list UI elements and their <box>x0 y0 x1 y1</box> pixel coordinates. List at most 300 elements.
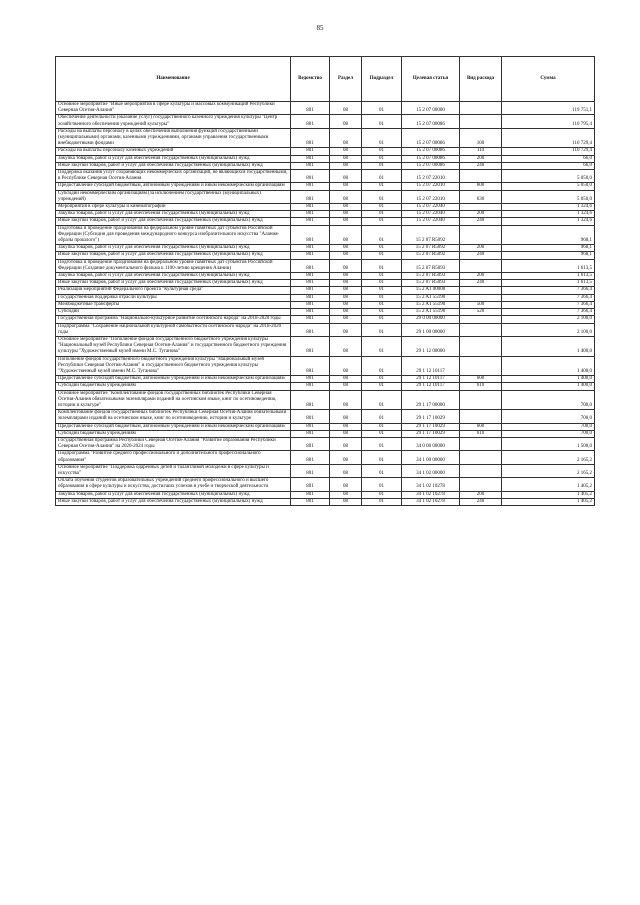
row-name: Поддержка оказания услуг сохраняющих некоммерческих организаций, не являющихся государственными, в Республике Северная Осетия-Алания <box>56 170 291 183</box>
row-vid: 600 <box>460 423 502 430</box>
row-podrazdel: 01 <box>362 294 402 301</box>
row-ved: 801 <box>291 245 330 252</box>
row-ved: 801 <box>291 225 330 245</box>
row-tsel: 29 1 12 10117 <box>402 356 460 376</box>
row-podrazdel: 01 <box>362 356 402 376</box>
table-row <box>56 155 595 162</box>
row-tsel: 34 1 00 00000 <box>402 451 460 464</box>
row-summa: 1 324,6 <box>502 218 595 225</box>
row-ved: 801 <box>291 294 330 301</box>
row-tsel: 15 2 07 00086 <box>402 128 460 148</box>
row-summa: 700,0 <box>502 430 595 437</box>
row-tsel: 34 1 02 10278 <box>402 498 460 505</box>
row-razdel: 08 <box>330 383 362 390</box>
row-razdel: 08 <box>330 225 362 245</box>
row-podrazdel: 01 <box>362 102 402 115</box>
row-razdel: 08 <box>330 273 362 280</box>
row-summa: 1 500,0 <box>502 437 595 450</box>
row-summa: 1 405,2 <box>502 498 595 505</box>
row-summa: 2 165,2 <box>502 451 595 464</box>
header-tsel: Целевая статья <box>402 57 460 102</box>
row-ved: 801 <box>291 498 330 505</box>
row-ved: 801 <box>291 259 330 272</box>
row-podrazdel: 01 <box>362 376 402 383</box>
row-tsel: 29 1 17 10029 <box>402 410 460 423</box>
row-razdel: 08 <box>330 218 362 225</box>
row-summa: 7 366,4 <box>502 309 595 316</box>
row-ved: 801 <box>291 336 330 356</box>
row-tsel: 29 1 17 10029 <box>402 423 460 430</box>
row-summa: 1 613,5 <box>502 273 595 280</box>
row-summa: 110 729,4 <box>502 148 595 155</box>
row-podrazdel: 01 <box>362 252 402 259</box>
row-tsel: 15 2 07 R5093 <box>402 280 460 287</box>
row-summa: 5 050,0 <box>502 190 595 203</box>
table-row <box>56 245 595 252</box>
row-tsel: 15 2 07 00086 <box>402 155 460 162</box>
row-vid <box>460 316 502 323</box>
row-vid <box>460 225 502 245</box>
row-name: Иные закупки товаров, работ и услуг для обеспечения государственных (муниципальных) нужд <box>56 218 291 225</box>
row-razdel: 08 <box>330 287 362 294</box>
table-row <box>56 478 595 491</box>
row-razdel: 08 <box>330 190 362 203</box>
row-vid <box>460 451 502 464</box>
row-razdel: 08 <box>330 498 362 505</box>
row-ved: 801 <box>291 430 330 437</box>
row-tsel: 34 1 02 10278 <box>402 478 460 491</box>
row-tsel: 34 1 02 10278 <box>402 491 460 498</box>
budget-table <box>55 56 595 506</box>
table-row <box>56 316 595 323</box>
row-tsel: 29 1 12 10117 <box>402 376 460 383</box>
row-name: Субсидии некоммерческим организациям (за исключением государственных (муниципальных) учреждений) <box>56 190 291 203</box>
row-podrazdel: 01 <box>362 491 402 498</box>
row-name: Предоставление субсидий бюджетным, автономным учреждениям и иным некоммерческим организациям <box>56 376 291 383</box>
row-tsel: 15 2 07 22040 <box>402 211 460 218</box>
table-row <box>56 252 595 259</box>
row-summa: 1 400,0 <box>502 376 595 383</box>
row-podrazdel: 01 <box>362 390 402 410</box>
row-razdel: 08 <box>330 423 362 430</box>
table-row <box>56 287 595 294</box>
row-name: Основное мероприятие "Комплектование фондов государственных библиотек Республики Северная Осетия-Алания обязательными экземплярами изданий на осетинском языке, книг по осетиноведению, истории и культуре" <box>56 390 291 410</box>
row-summa: 110 729,4 <box>502 128 595 148</box>
row-ved: 801 <box>291 128 330 148</box>
row-name: Оплата обучения студентов образовательных учреждений среднего профессионального и высшего образования в сфере культуры и искусства, достигших успехов в учебе и творческой деятельности <box>56 478 291 491</box>
table-row <box>56 211 595 218</box>
row-razdel: 08 <box>330 280 362 287</box>
row-razdel: 08 <box>330 316 362 323</box>
row-ved: 801 <box>291 451 330 464</box>
row-razdel: 08 <box>330 148 362 155</box>
row-vid <box>460 204 502 211</box>
row-name: Закупка товаров, работ и услуг для обеспечения государственных (муниципальных) нужд <box>56 211 291 218</box>
row-ved: 801 <box>291 356 330 376</box>
row-ved: 801 <box>291 211 330 218</box>
row-tsel: 15 2 07 00086 <box>402 148 460 155</box>
row-razdel: 08 <box>330 170 362 183</box>
row-name: Иные закупки товаров, работ и услуг для обеспечения государственных (муниципальных) нужд <box>56 252 291 259</box>
row-razdel: 08 <box>330 204 362 211</box>
row-summa: 1 405,2 <box>502 491 595 498</box>
table-row <box>56 225 595 245</box>
table-row <box>56 273 595 280</box>
row-tsel: 15 2 A1 00000 <box>402 287 460 294</box>
row-razdel: 08 <box>330 211 362 218</box>
row-name: Закупка товаров, работ и услуг для обеспечения государственных (муниципальных) нужд <box>56 155 291 162</box>
row-podrazdel: 01 <box>362 430 402 437</box>
row-vid: 200 <box>460 155 502 162</box>
row-razdel: 08 <box>330 115 362 128</box>
row-podrazdel: 01 <box>362 336 402 356</box>
row-name: Предоставление субсидий бюджетным, автономным учреждениям и иным некоммерческим организациям <box>56 423 291 430</box>
row-razdel: 08 <box>330 323 362 336</box>
row-name: Подготовка и проведение празднования на федеральном уровне памятных дат субъектов Российской Федерации (Создание документального фильма к 1100-летию крещения Алании) <box>56 259 291 272</box>
row-razdel: 08 <box>330 491 362 498</box>
row-razdel: 08 <box>330 128 362 148</box>
header-name: Наименование <box>56 57 291 102</box>
row-summa: 968,1 <box>502 225 595 245</box>
row-ved: 801 <box>291 323 330 336</box>
row-razdel: 08 <box>330 430 362 437</box>
row-razdel: 08 <box>330 102 362 115</box>
row-vid: 110 <box>460 148 502 155</box>
row-vid: 610 <box>460 430 502 437</box>
row-summa: 1 324,6 <box>502 211 595 218</box>
row-ved: 801 <box>291 218 330 225</box>
row-vid: 500 <box>460 301 502 308</box>
row-podrazdel: 01 <box>362 316 402 323</box>
row-razdel: 08 <box>330 162 362 169</box>
row-podrazdel: 01 <box>362 309 402 316</box>
row-podrazdel: 01 <box>362 451 402 464</box>
row-razdel: 08 <box>330 478 362 491</box>
row-razdel: 08 <box>330 294 362 301</box>
row-vid <box>460 170 502 183</box>
row-ved: 801 <box>291 183 330 190</box>
row-razdel: 08 <box>330 336 362 356</box>
row-razdel: 08 <box>330 390 362 410</box>
row-vid <box>460 437 502 450</box>
row-name: Основное мероприятие "Поддержка одаренных детей и талантливой молодежи в сфере культуры и искусства" <box>56 464 291 477</box>
row-vid: 610 <box>460 383 502 390</box>
row-vid: 240 <box>460 162 502 169</box>
row-podrazdel: 01 <box>362 148 402 155</box>
row-summa: 1 400,0 <box>502 356 595 376</box>
row-podrazdel: 01 <box>362 225 402 245</box>
row-name: Закупка товаров, работ и услуг для обеспечения государственных (муниципальных) нужд <box>56 245 291 252</box>
row-vid: 520 <box>460 309 502 316</box>
table-row <box>56 437 595 450</box>
row-summa: 968,1 <box>502 252 595 259</box>
row-ved: 801 <box>291 437 330 450</box>
row-razdel: 08 <box>330 301 362 308</box>
row-ved: 801 <box>291 423 330 430</box>
row-podrazdel: 01 <box>362 383 402 390</box>
row-summa: 1 400,0 <box>502 383 595 390</box>
row-tsel: 29 0 00 00000 <box>402 316 460 323</box>
row-podrazdel: 01 <box>362 115 402 128</box>
row-name: Закупка товаров, работ и услуг для обеспечения государственных (муниципальных) нужд <box>56 273 291 280</box>
row-podrazdel: 01 <box>362 464 402 477</box>
row-ved: 801 <box>291 287 330 294</box>
row-tsel: 15 2 07 00086 <box>402 115 460 128</box>
table-row <box>56 390 595 410</box>
row-tsel: 15 2 07 R5092 <box>402 225 460 245</box>
row-name: Обеспечение деятельности (оказание услуг) государственного казенного учреждения культуры "Центр хозяйственного обеспечения учреждений культуры" <box>56 115 291 128</box>
row-tsel: 29 1 17 10029 <box>402 430 460 437</box>
header-podrazdel: Подраздел <box>362 57 402 102</box>
row-name: Субсидии <box>56 309 291 316</box>
row-razdel: 08 <box>330 252 362 259</box>
row-razdel: 08 <box>330 410 362 423</box>
header-vid: Вид расхода <box>460 57 502 102</box>
row-tsel: 15 2 07 R5093 <box>402 259 460 272</box>
row-summa: 119 751,1 <box>502 102 595 115</box>
row-tsel: 29 1 12 00000 <box>402 336 460 356</box>
row-vid: 200 <box>460 491 502 498</box>
row-vid: 200 <box>460 273 502 280</box>
row-name: Государственная программа "Национально-культурное развитие осетинского народа" на 2018-2020 годы <box>56 316 291 323</box>
table-row <box>56 356 595 376</box>
row-summa: 1 613,5 <box>502 259 595 272</box>
row-podrazdel: 01 <box>362 170 402 183</box>
row-ved: 801 <box>291 190 330 203</box>
row-podrazdel: 01 <box>362 183 402 190</box>
row-tsel: 15 2 A1 55190 <box>402 294 460 301</box>
table-row <box>56 280 595 287</box>
row-razdel: 08 <box>330 437 362 450</box>
row-summa: 7 366,4 <box>502 294 595 301</box>
row-razdel: 08 <box>330 451 362 464</box>
row-name: Основное мероприятие "Иные мероприятия в сфере культуры и массовых коммуникаций Республики Северная Осетия-Алания" <box>56 102 291 115</box>
row-tsel: 15 2 07 22040 <box>402 204 460 211</box>
row-podrazdel: 01 <box>362 301 402 308</box>
row-name: Субсидии бюджетным учреждениям <box>56 383 291 390</box>
row-ved: 801 <box>291 170 330 183</box>
row-ved: 801 <box>291 309 330 316</box>
row-vid <box>460 390 502 410</box>
row-tsel: 15 2 07 R5092 <box>402 252 460 259</box>
row-tsel: 15 2 07 22010 <box>402 190 460 203</box>
row-summa: 66,0 <box>502 155 595 162</box>
row-summa: 968,1 <box>502 245 595 252</box>
row-ved: 801 <box>291 162 330 169</box>
table-row <box>56 323 595 336</box>
row-name: Расходы на выплаты персоналу казенных учреждений <box>56 148 291 155</box>
table-row <box>56 102 595 115</box>
row-vid <box>460 287 502 294</box>
row-podrazdel: 01 <box>362 155 402 162</box>
row-summa: 700,0 <box>502 410 595 423</box>
row-summa: 7 366,4 <box>502 301 595 308</box>
row-podrazdel: 01 <box>362 498 402 505</box>
row-podrazdel: 01 <box>362 204 402 211</box>
row-podrazdel: 01 <box>362 259 402 272</box>
row-name: Государственная поддержка отрасли культуры <box>56 294 291 301</box>
row-tsel: 15 2 07 22010 <box>402 183 460 190</box>
table-row <box>56 204 595 211</box>
table-row <box>56 183 595 190</box>
row-razdel: 08 <box>330 259 362 272</box>
row-tsel: 29 1 00 00000 <box>402 323 460 336</box>
table-row <box>56 423 595 430</box>
row-name: Пополнение фондов государственного бюджетного учреждения культуры "Национальный музей Республики Северная Осетия-Алания" и государственного бюджетного учреждения культуры "Художественный музей имени М.С. Туганова" <box>56 356 291 376</box>
row-ved: 801 <box>291 390 330 410</box>
row-summa: 2 100,0 <box>502 316 595 323</box>
row-podrazdel: 01 <box>362 323 402 336</box>
row-podrazdel: 01 <box>362 273 402 280</box>
table-row <box>56 115 595 128</box>
table-row <box>56 336 595 356</box>
row-podrazdel: 01 <box>362 410 402 423</box>
row-vid <box>460 294 502 301</box>
row-podrazdel: 01 <box>362 280 402 287</box>
row-name: Подпрограмма "Развитие среднего профессионального и дополнительного профессионального образования" <box>56 451 291 464</box>
table-row <box>56 301 595 308</box>
row-name: Субсидии бюджетным учреждениям <box>56 430 291 437</box>
row-summa: 7 366,4 <box>502 287 595 294</box>
row-vid <box>460 464 502 477</box>
row-name: Подпрограмма "Сохранение национальной культурной самобытности осетинского народа" на 2018-2020 годы <box>56 323 291 336</box>
row-podrazdel: 01 <box>362 211 402 218</box>
row-razdel: 08 <box>330 309 362 316</box>
row-razdel: 08 <box>330 464 362 477</box>
row-tsel: 15 2 07 00086 <box>402 162 460 169</box>
table-row <box>56 309 595 316</box>
row-tsel: 15 2 07 R5093 <box>402 273 460 280</box>
row-razdel: 08 <box>330 245 362 252</box>
row-podrazdel: 01 <box>362 245 402 252</box>
row-tsel: 15 2 A1 55190 <box>402 309 460 316</box>
row-ved: 801 <box>291 464 330 477</box>
row-ved: 801 <box>291 252 330 259</box>
row-ved: 801 <box>291 478 330 491</box>
row-name: Комплектование фондов государственных библиотек Республики Северная Осетия-Алания обязательными экземплярами изданий на осетинском языке, книг по осетиноведению, истории и культуре <box>56 410 291 423</box>
table-row <box>56 430 595 437</box>
table-header-row <box>56 57 595 102</box>
row-vid: 600 <box>460 183 502 190</box>
row-vid <box>460 259 502 272</box>
row-summa: 700,0 <box>502 390 595 410</box>
row-ved: 801 <box>291 316 330 323</box>
row-ved: 801 <box>291 491 330 498</box>
row-razdel: 08 <box>330 356 362 376</box>
row-ved: 801 <box>291 410 330 423</box>
row-tsel: 34 1 02 00000 <box>402 464 460 477</box>
row-vid: 240 <box>460 498 502 505</box>
row-summa: 2 100,0 <box>502 323 595 336</box>
header-summa: Сумма <box>502 57 595 102</box>
row-vid: 200 <box>460 211 502 218</box>
row-name: Иные закупки товаров, работ и услуг для обеспечения государственных (муниципальных) нужд <box>56 498 291 505</box>
row-name: Государственная программа Республики Северная Осетия-Алания "Развитие образования Республики Северная Осетия-Алания" на 2020-2024 годы <box>56 437 291 450</box>
row-vid <box>460 323 502 336</box>
row-podrazdel: 01 <box>362 437 402 450</box>
row-name: Реализация мероприятий Федерального проекта "Культурная среда" <box>56 287 291 294</box>
row-vid: 240 <box>460 218 502 225</box>
table-row <box>56 491 595 498</box>
row-name: Мероприятия в сфере культуры и кинематографии <box>56 204 291 211</box>
row-ved: 801 <box>291 280 330 287</box>
row-tsel: 29 1 12 10117 <box>402 383 460 390</box>
row-podrazdel: 01 <box>362 128 402 148</box>
row-tsel: 15 2 07 22010 <box>402 170 460 183</box>
table-body <box>56 102 595 506</box>
row-podrazdel: 01 <box>362 423 402 430</box>
row-ved: 801 <box>291 273 330 280</box>
row-summa: 1 405,2 <box>502 478 595 491</box>
table-row <box>56 148 595 155</box>
row-ved: 801 <box>291 102 330 115</box>
row-vid: 100 <box>460 128 502 148</box>
row-vid: 240 <box>460 252 502 259</box>
row-ved: 801 <box>291 148 330 155</box>
page-number: 85 <box>316 24 324 32</box>
row-razdel: 08 <box>330 376 362 383</box>
row-summa: 1 324,6 <box>502 204 595 211</box>
row-name: Предоставление субсидий бюджетным, автономным учреждениям и иным некоммерческим организациям <box>56 183 291 190</box>
row-summa: 1 613,5 <box>502 280 595 287</box>
table-row <box>56 259 595 272</box>
table-row <box>56 218 595 225</box>
row-summa: 110 795,4 <box>502 115 595 128</box>
row-vid: 630 <box>460 190 502 203</box>
row-tsel: 15 2 07 00000 <box>402 102 460 115</box>
row-tsel: 29 1 17 00000 <box>402 390 460 410</box>
row-podrazdel: 01 <box>362 218 402 225</box>
row-razdel: 08 <box>330 183 362 190</box>
row-vid <box>460 356 502 376</box>
row-name: Закупка товаров, работ и услуг для обеспечения государственных (муниципальных) нужд <box>56 491 291 498</box>
table-row <box>56 464 595 477</box>
row-ved: 801 <box>291 204 330 211</box>
table-row <box>56 498 595 505</box>
row-razdel: 08 <box>330 155 362 162</box>
row-summa: 66,0 <box>502 162 595 169</box>
row-name: Основное мероприятие "Пополнение фондов государственного бюджетного учреждения культуры "Национальный музей Республики Северная Осетия-Алания" и государственного бюджетного учреждения культуры "Художественный музей имени М.С. Туганова" <box>56 336 291 356</box>
row-name: Иные закупки товаров, работ и услуг для обеспечения государственных (муниципальных) нужд <box>56 280 291 287</box>
row-name: Иные закупки товаров, работ и услуг для обеспечения государственных (муниципальных) нужд <box>56 162 291 169</box>
row-ved: 801 <box>291 115 330 128</box>
row-tsel: 15 2 A1 55190 <box>402 301 460 308</box>
row-vid <box>460 336 502 356</box>
row-podrazdel: 01 <box>362 190 402 203</box>
row-ved: 801 <box>291 155 330 162</box>
row-vid: 240 <box>460 280 502 287</box>
table-row <box>56 128 595 148</box>
row-tsel: 34 0 00 00000 <box>402 437 460 450</box>
row-summa: 2 165,2 <box>502 464 595 477</box>
table-row <box>56 294 595 301</box>
row-name: Межбюджетные трансферты <box>56 301 291 308</box>
table-row <box>56 170 595 183</box>
row-vid: 600 <box>460 376 502 383</box>
table-row <box>56 383 595 390</box>
row-summa: 700,0 <box>502 423 595 430</box>
header-razdel: Раздел <box>330 57 362 102</box>
table-row <box>56 451 595 464</box>
row-summa: 1 400,0 <box>502 336 595 356</box>
table-row <box>56 376 595 383</box>
header-ved: Ведомство <box>291 57 330 102</box>
row-podrazdel: 01 <box>362 287 402 294</box>
row-ved: 801 <box>291 383 330 390</box>
row-ved: 801 <box>291 376 330 383</box>
row-tsel: 15 2 07 R5092 <box>402 245 460 252</box>
row-name: Подготовка и проведение празднования на федеральном уровне памятных дат субъектов Российской Федерации (Субсидия для проведения международного конкурса изобразительного искусства "Алания-образы прошлого") <box>56 225 291 245</box>
